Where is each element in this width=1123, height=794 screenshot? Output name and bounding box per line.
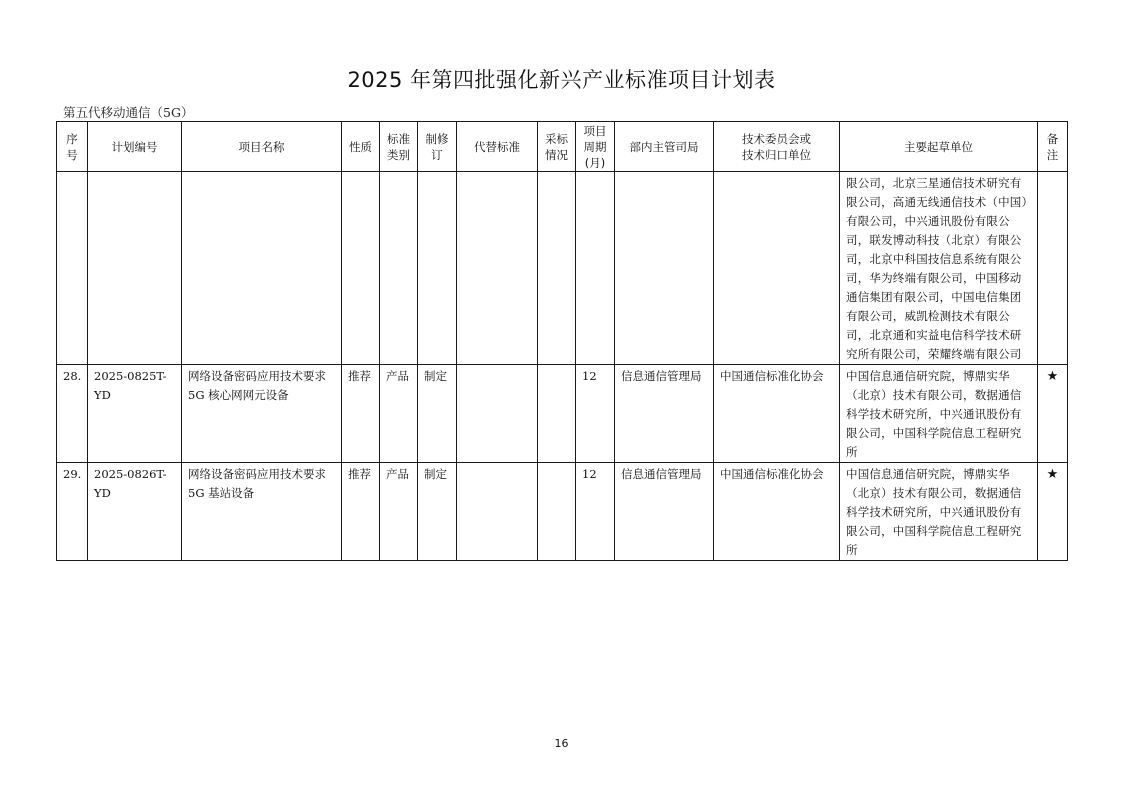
cell-std-category bbox=[380, 172, 418, 365]
cell-plan-no bbox=[88, 172, 182, 365]
cell-seq: 29. bbox=[57, 463, 88, 561]
cell-seq: 28. bbox=[57, 365, 88, 463]
header-revision: 制修 订 bbox=[418, 122, 457, 172]
cell-std-category: 产品 bbox=[380, 463, 418, 561]
header-committee: 技术委员会或 技术归口单位 bbox=[714, 122, 840, 172]
cell-adoption bbox=[538, 172, 576, 365]
cell-drafters: 中国信息通信研究院，博鼎实华（北京）技术有限公司，数据通信科学技术研究所，中兴通讯股份有限公司，中国科学院信息工程研究所 bbox=[840, 365, 1038, 463]
cell-revision: 制定 bbox=[418, 365, 457, 463]
cell-revision: 制定 bbox=[418, 463, 457, 561]
header-project-name: 项目名称 bbox=[182, 122, 342, 172]
cell-committee bbox=[714, 172, 840, 365]
cell-drafters: 限公司，北京三星通信技术研究有限公司，高通无线通信技术（中国）有限公司，中兴通讯股份有限公司，联发博动科技（北京）有限公司，北京中科国技信息系统有限公司，华为终端有限公司，中国移动通信集团有限公司，中国电信集团有限公司，威凯检测技术有限公司，北京通和实益电信科学技术研究所有限公司，荣耀终端有限公司 bbox=[840, 172, 1038, 365]
cell-replaced-std bbox=[457, 463, 538, 561]
header-period: 项目 周期 (月) bbox=[576, 122, 615, 172]
table-row bbox=[57, 365, 1068, 463]
header-std-category: 标准 类别 bbox=[380, 122, 418, 172]
cell-period bbox=[576, 172, 615, 365]
cell-adoption bbox=[538, 365, 576, 463]
cell-committee: 中国通信标准化协会 bbox=[714, 463, 840, 561]
cell-dept: 信息通信管理局 bbox=[615, 365, 714, 463]
header-replaced-std: 代替标准 bbox=[457, 122, 538, 172]
star-icon: ★ bbox=[1038, 365, 1068, 463]
header-drafters: 主要起草单位 bbox=[840, 122, 1038, 172]
cell-period: 12 bbox=[576, 463, 615, 561]
cell-plan-no: 2025-0826T-YD bbox=[88, 463, 182, 561]
cell-project-name bbox=[182, 172, 342, 365]
header-nature: 性质 bbox=[342, 122, 380, 172]
cell-replaced-std bbox=[457, 172, 538, 365]
page-number: 16 bbox=[554, 737, 569, 750]
cell-project-name: 网络设备密码应用技术要求 5G 基站设备 bbox=[182, 463, 342, 561]
cell-period: 12 bbox=[576, 365, 615, 463]
table-row bbox=[57, 463, 1068, 561]
table-row bbox=[57, 172, 1068, 365]
cell-dept: 信息通信管理局 bbox=[615, 463, 714, 561]
star-icon: ★ bbox=[1038, 463, 1068, 561]
header-plan-no: 计划编号 bbox=[88, 122, 182, 172]
standards-plan-table bbox=[56, 121, 1068, 561]
cell-adoption bbox=[538, 463, 576, 561]
cell-std-category: 产品 bbox=[380, 365, 418, 463]
header-note: 备 注 bbox=[1038, 122, 1068, 172]
cell-dept bbox=[615, 172, 714, 365]
cell-note bbox=[1038, 172, 1068, 365]
section-heading: 第五代移动通信（5G） bbox=[63, 105, 194, 120]
cell-replaced-std bbox=[457, 365, 538, 463]
cell-nature: 推荐 bbox=[342, 365, 380, 463]
cell-seq bbox=[57, 172, 88, 365]
cell-revision bbox=[418, 172, 457, 365]
document-title: 2025 年第四批强化新兴产业标准项目计划表 bbox=[347, 68, 776, 92]
cell-drafters: 中国信息通信研究院，博鼎实华（北京）技术有限公司，数据通信科学技术研究所，中兴通讯股份有限公司，中国科学院信息工程研究所 bbox=[840, 463, 1038, 561]
cell-committee: 中国通信标准化协会 bbox=[714, 365, 840, 463]
cell-plan-no: 2025-0825T-YD bbox=[88, 365, 182, 463]
header-adoption: 采标 情况 bbox=[538, 122, 576, 172]
header-row bbox=[57, 122, 1068, 172]
cell-nature: 推荐 bbox=[342, 463, 380, 561]
cell-nature bbox=[342, 172, 380, 365]
cell-project-name: 网络设备密码应用技术要求 5G 核心网网元设备 bbox=[182, 365, 342, 463]
header-seq: 序 号 bbox=[57, 122, 88, 172]
header-dept: 部内主管司局 bbox=[615, 122, 714, 172]
